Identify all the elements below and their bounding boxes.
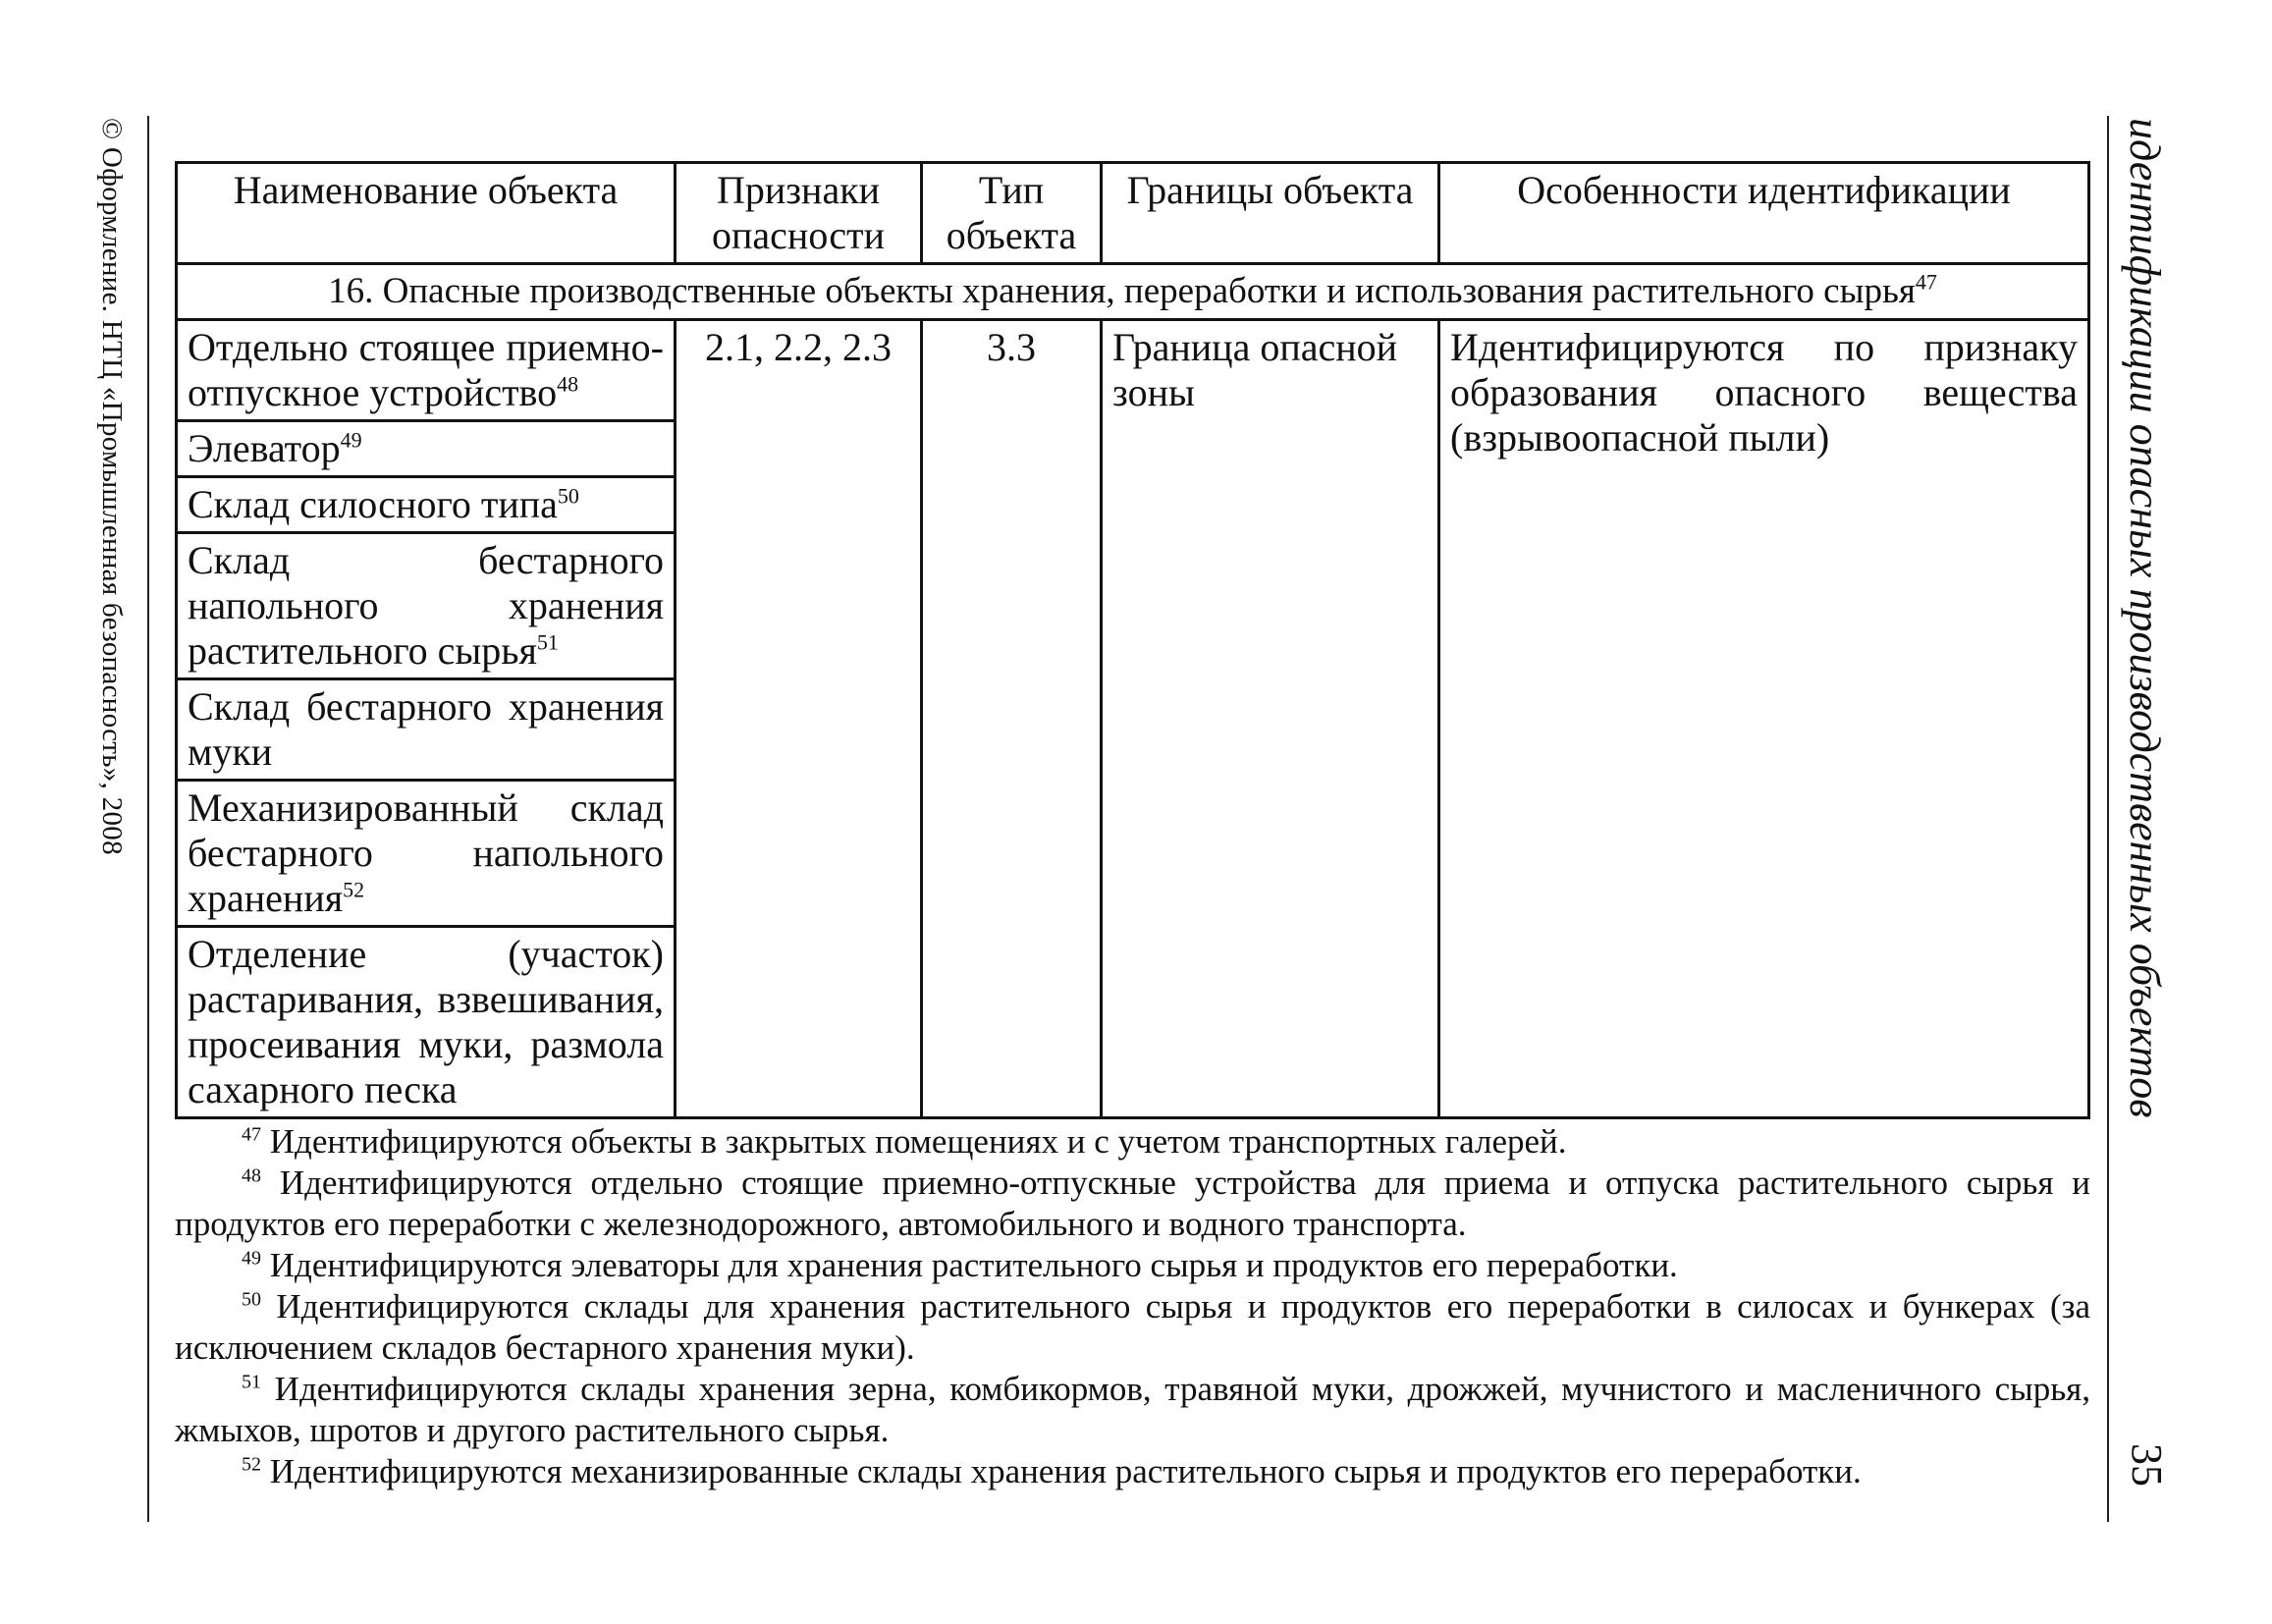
- object-type-cell: 3.3: [922, 320, 1102, 1118]
- identification-table: [175, 161, 2090, 1119]
- object-boundary-cell: Граница опасной зоны: [1102, 320, 1439, 1118]
- object-name-cell: Элеватор$^{49}$: [177, 421, 676, 477]
- hazard-signs-cell: 2.1, 2.2, 2.3: [676, 320, 922, 1118]
- table-row: [177, 320, 2089, 421]
- object-name-cell: Механизированный склад бестарного напольного хранения$^{52}$: [177, 781, 676, 927]
- header-object-boundary: Границы объекта: [1102, 163, 1439, 264]
- copyright-margin-text: © Оформление. НТЦ «Промышленная безопасность», 2008: [96, 118, 128, 855]
- object-name-cell: Отделение (участок) растаривания, взвешивания, просеивания муки, размола сахарного песка: [177, 927, 676, 1118]
- identification-features-cell: Идентифицируются по признаку образования опасного вещества (взрывоопасной пыли): [1439, 320, 2089, 1118]
- footnote: $^{52}$ Идентифицируются механизированные склады хранения растительного сырья и продуктов его переработки.: [242, 1452, 1862, 1490]
- footnote: $^{49}$ Идентифицируются элеваторы для хранения растительного сырья и продуктов его переработки.: [242, 1246, 1678, 1284]
- header-object-type: Тип объекта: [922, 163, 1102, 264]
- object-name-cell: Отдельно стоящее приемно-отпускное устройство$^{48}$: [177, 320, 676, 421]
- table-header-row: [177, 163, 2089, 264]
- object-name-cell: Склад бестарного напольного хранения растительного сырья$^{51}$: [177, 533, 676, 679]
- left-margin-rule: [147, 116, 149, 1522]
- footnote-ref: 47: [1915, 269, 1937, 295]
- running-header: идентификации опасных производственных объектов: [2121, 118, 2169, 1118]
- header-identification-features: Особенности идентификации: [1439, 163, 2089, 264]
- right-margin-rule: [2107, 116, 2109, 1522]
- section-row: [177, 264, 2089, 320]
- page-number: 35: [2123, 1443, 2171, 1487]
- footnote: $^{51}$ Идентифицируются склады хранения зерна, комбикормов, травяной муки, дрожжей, мучнистого и масленичного сырья, жмыхов, шротов и другого растительного сырья.: [175, 1370, 2091, 1449]
- header-object-name: Наименование объекта: [177, 163, 676, 264]
- section-title: 16. Опасные производственные объекты хранения, переработки и использования растительного сырья$^{47}$: [177, 264, 2089, 320]
- object-name-cell: Склад бестарного хранения муки: [177, 679, 676, 781]
- footnote: $^{48}$ Идентифицируются отдельно стоящие приемно-отпускные устройства для приема и отпуска растительного сырья и продуктов его переработки с железнодорожного, автомобильного и водного транспорта.: [175, 1164, 2090, 1243]
- header-hazard-signs: Признаки опасности: [676, 163, 922, 264]
- object-name-cell: Склад силосного типа$^{50}$: [177, 477, 676, 533]
- footnote: $^{47}$ Идентифицируются объекты в закрытых помещениях и с учетом транспортных галерей.: [242, 1122, 1567, 1161]
- footnotes: [175, 1121, 2090, 1492]
- footnote: $^{50}$ Идентифицируются склады для хранения растительного сырья и продуктов его переработки в силосах и бункерах (за исключением складов бестарного хранения муки).: [175, 1287, 2090, 1367]
